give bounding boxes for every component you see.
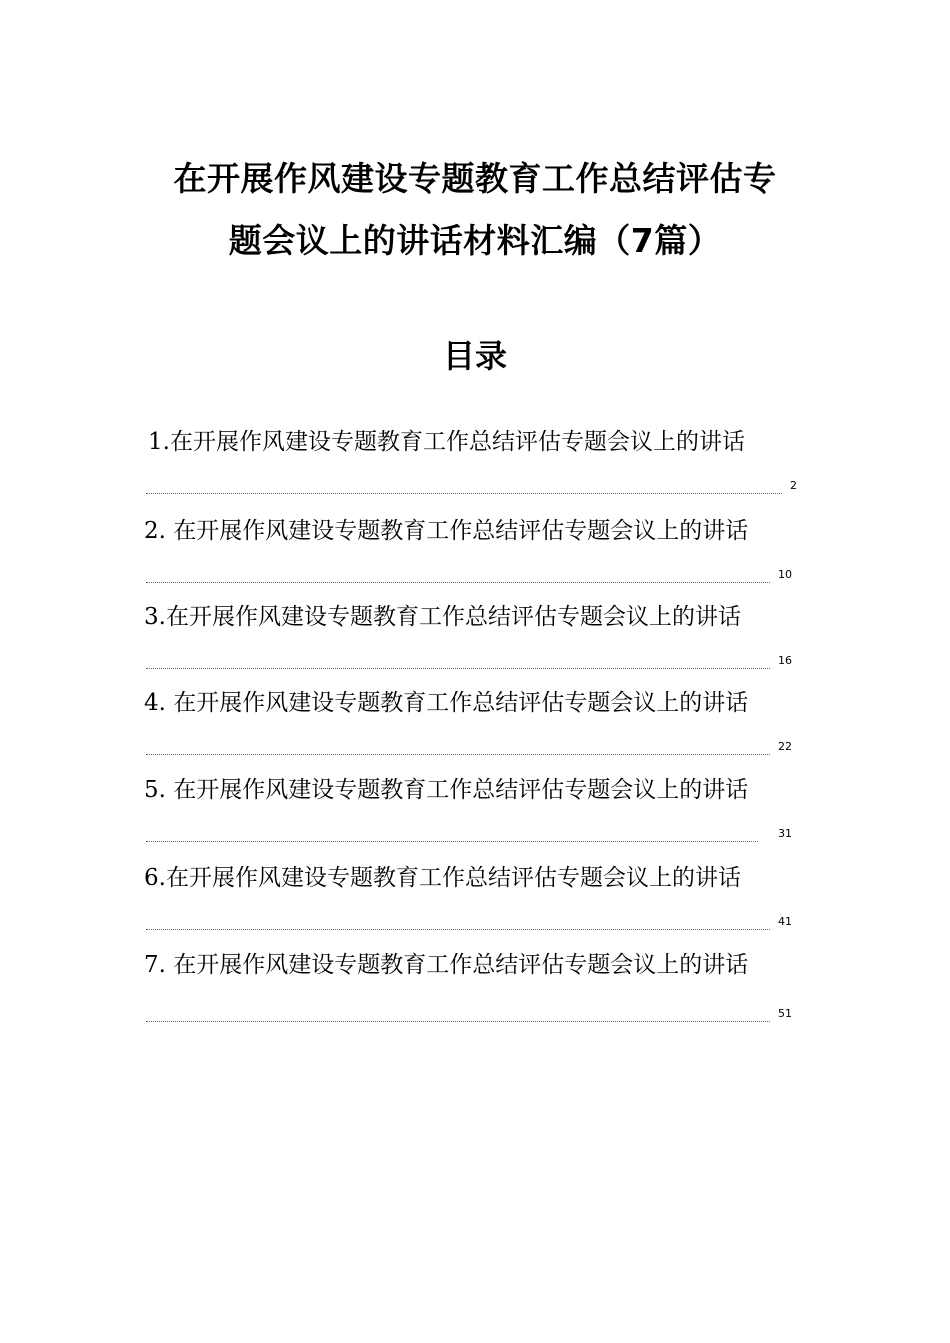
leader-dots [146,570,770,583]
toc-entry-2[interactable] [144,516,816,586]
toc-page-number: 10 [778,568,792,581]
toc-leader [144,829,816,845]
document-title [120,148,830,272]
toc-entry-title: 3.在开展作风建设专题教育工作总结评估专题会议上的讲话 [144,604,741,630]
toc-leader [144,917,816,933]
leader-dots [146,829,758,842]
toc-entry-6[interactable] [144,863,816,933]
toc-entry-1[interactable] [144,427,816,497]
toc-entry-title: 5. 在开展作风建设专题教育工作总结评估专题会议上的讲话 [144,777,749,803]
toc-entry-4[interactable] [144,688,816,758]
leader-dots [146,1009,770,1022]
toc-entry-title: 1.在开展作风建设专题教育工作总结评估专题会议上的讲话 [148,429,745,455]
toc-leader [144,570,816,586]
toc-heading: 目录 [442,337,507,375]
toc-leader [144,742,816,758]
leader-dots [146,742,770,755]
toc-page-number: 2 [790,479,797,492]
toc-leader [144,481,816,497]
toc-entry-5[interactable] [144,775,816,845]
toc-entry-title: 7. 在开展作风建设专题教育工作总结评估专题会议上的讲话 [144,952,749,978]
toc-page-number: 31 [778,827,792,840]
document-title-line-2: 题会议上的讲话材料汇编（7篇） [228,221,722,260]
toc-entry-title: 4. 在开展作风建设专题教育工作总结评估专题会议上的讲话 [144,690,749,716]
toc-entry-3[interactable] [144,602,816,672]
leader-dots [146,481,782,494]
document-title-line-1: 在开展作风建设专题教育工作总结评估专 [173,159,777,198]
toc-page-number: 41 [778,915,792,928]
toc-leader [144,656,816,672]
toc-leader [144,1009,816,1025]
toc-page-number: 51 [778,1007,792,1020]
toc-entry-title: 2. 在开展作风建设专题教育工作总结评估专题会议上的讲话 [144,518,749,544]
leader-dots [146,917,770,930]
toc-entry-7[interactable] [144,951,816,1025]
toc-page-number: 16 [778,654,792,667]
toc-entry-title: 6.在开展作风建设专题教育工作总结评估专题会议上的讲话 [144,865,741,891]
toc-page-number: 22 [778,740,792,753]
leader-dots [146,656,770,669]
